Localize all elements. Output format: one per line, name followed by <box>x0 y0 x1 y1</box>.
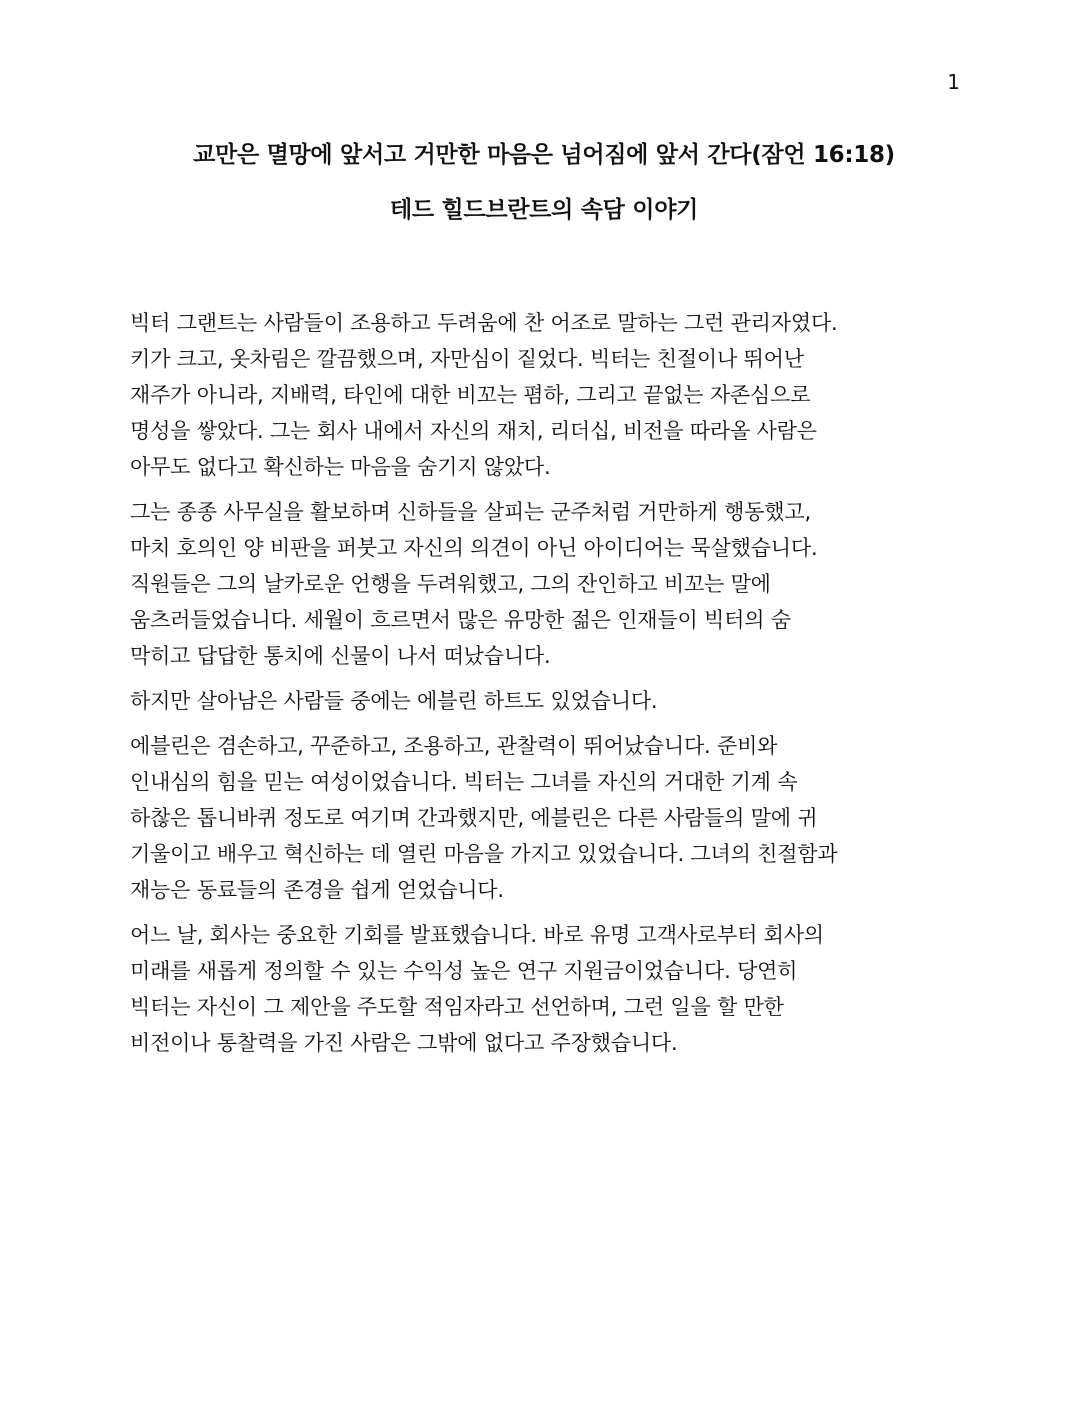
text-line: 명성을 쌓았다. 그는 회사 내에서 자신의 재치, 리더십, 비전을 따라올 사람은 <box>130 419 817 443</box>
text-line: 움츠러들었습니다. 세월이 흐르면서 많은 유망한 젊은 인재들이 빅터의 숨 <box>130 608 791 632</box>
text-line: 하찮은 톱니바퀴 정도로 여기며 간과했지만, 에블린은 다른 사람들의 말에 귀 <box>130 806 818 830</box>
text-line: 인내심의 힘을 믿는 여성이었습니다. 빅터는 그녀를 자신의 거대한 기계 속 <box>130 770 798 794</box>
text-line: 재능은 동료들의 존경을 쉽게 얻었습니다. <box>130 878 504 902</box>
document-subtitle: 테드 힐드브란트의 속담 이야기 <box>389 197 699 223</box>
text-line: 막히고 답답한 통치에 신물이 나서 떠났습니다. <box>130 644 551 668</box>
text-line: 어느 날, 회사는 중요한 기회를 발표했습니다. 바로 유명 고객사로부터 회사의 <box>130 923 824 947</box>
body-text <box>130 305 960 1070</box>
text-line: 재주가 아니라, 지배력, 타인에 대한 비꼬는 폄하, 그리고 끝없는 자존심으로 <box>130 383 811 407</box>
paragraph-4 <box>130 728 960 908</box>
paragraph-3 <box>130 683 960 719</box>
paragraph-1 <box>130 305 960 485</box>
text-line: 아무도 없다고 확신하는 마음을 숨기지 않았다. <box>130 455 551 479</box>
page-number: 1 <box>947 70 960 94</box>
text-line: 직원들은 그의 날카로운 언행을 두려워했고, 그의 잔인하고 비꼬는 말에 <box>130 572 771 596</box>
text-line: 그는 종종 사무실을 활보하며 신하들을 살피는 군주처럼 거만하게 행동했고, <box>130 500 811 524</box>
text-line: 마치 호의인 양 비판을 퍼붓고 자신의 의견이 아닌 아이디어는 묵살했습니다. <box>130 536 818 560</box>
text-line: 빅터 그랜트는 사람들이 조용하고 두려움에 찬 어조로 말하는 그런 관리자였다. <box>130 311 838 335</box>
paragraph-5 <box>130 917 960 1061</box>
text-line: 미래를 새롭게 정의할 수 있는 수익성 높은 연구 지원금이었습니다. 당연히 <box>130 959 798 983</box>
text-line: 기울이고 배우고 혁신하는 데 열린 마음을 가지고 있었습니다. 그녀의 친절함과 <box>130 842 838 866</box>
document-title: 교만은 멸망에 앞서고 거만한 마음은 넘어짐에 앞서 간다(잠언 16:18) <box>193 142 895 168</box>
text-line: 빅터는 자신이 그 제안을 주도할 적임자라고 선언하며, 그런 일을 할 만한 <box>130 995 784 1019</box>
text-line: 하지만 살아남은 사람들 중에는 에블린 하트도 있었습니다. <box>130 689 658 713</box>
text-line: 에블린은 겸손하고, 꾸준하고, 조용하고, 관찰력이 뛰어났습니다. 준비와 <box>130 734 778 758</box>
title-block <box>100 140 988 250</box>
text-line: 비전이나 통찰력을 가진 사람은 그밖에 없다고 주장했습니다. <box>130 1031 678 1055</box>
text-line: 키가 크고, 옷차림은 깔끔했으며, 자만심이 짙었다. 빅터는 친절이나 뛰어난 <box>130 347 804 371</box>
paragraph-2 <box>130 494 960 674</box>
